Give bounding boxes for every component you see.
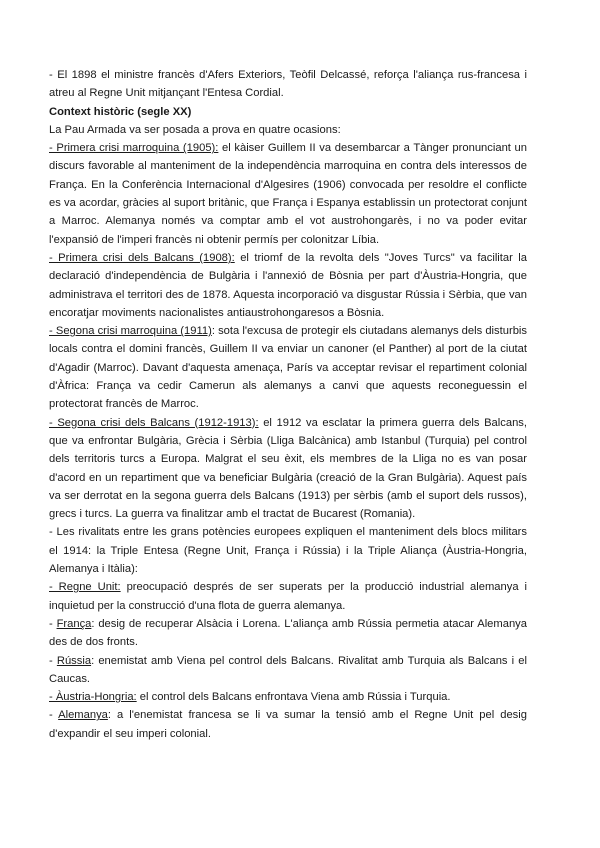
item-franca: - França: desig de recuperar Alsàcia i Lorena. L'aliança amb Rússia permetia atacar Alemanya des de dos fronts.	[49, 617, 527, 649]
section-heading: Context històric (segle XX)	[49, 105, 192, 118]
item-segona-crisi-balcans: - Segona crisi dels Balcans (1912-1913): el 1912 va esclatar la primera guerra dels Balcans, que va enfrontar Bulgària, Grècia i Sèrbia (Lliga Balcànica) amb Istanbul (Turquia) pel control dels territoris turcs a Europa. Malgrat el seu èxit, els membres de la Lliga no es van posar d'acord en un repartiment que va beneficiar Bulgària (creació de la Gran Bulgària). Aquest país va ser derrotat en la segona guerra dels Balcans (1913) per sèrbis (amb el suport dels russos), grecs i turcs. La guerra va finalitzar amb el tractat de Bucarest (Romania).	[49, 416, 528, 521]
item-regne-unit: - Regne Unit: preocupació després de ser superats per la producció industrial alemanya i inquietud per la construcció d'una flota de guerra alemanya.	[49, 581, 527, 612]
item-alemanya: - Alemanya: a l'enemistat francesa se li va sumar la tensió amb el Regne Unit pel desig d'expandir el seu imperi colonial.	[49, 709, 527, 740]
item-lead: - Segona crisi marroquina (1911)	[49, 325, 212, 338]
item-austria-hongria: - Àustria-Hongria: el control dels Balcans enfrontava Viena amb Rússia i Turquia.	[49, 691, 451, 704]
document-page	[49, 66, 527, 743]
item-lead: - Segona crisi dels Balcans (1912-1913):	[49, 416, 259, 429]
item-lead: - Regne Unit:	[49, 581, 121, 594]
item-lead: Alemanya	[58, 709, 108, 722]
item-lead: Rússia	[56, 654, 92, 667]
item-lead: - Primera crisi dels Balcans (1908):	[49, 251, 235, 264]
item-primera-crisi-marroquina: - Primera crisi marroquina (1905): el kàiser Guillem II va desembarcar a Tànger pronunciant un discurs favorable al manteniment de la independència marroquina en contra dels interessos de França. En la Conferència Internacional d'Algesires (1906) convocada per resoldre el conflicte es va acordar, gràcies al suport britànic, que França i Espanya establissin un protectorat conjunt a Marroc. Alemanya només va comptar amb el vot austrohongarès, i no va poder evitar l'expansió de l'imperi francès ni obtenir permís per colonitzar Líbia.	[49, 142, 527, 246]
paragraph-delcasse: - El 1898 el ministre francès d'Afers Exteriors, Teòfil Delcassé, reforça l'aliança rus-francesa i atreu al Regne Unit mitjançant l'Entesa Cordial.	[49, 69, 527, 100]
item-lead: - Àustria-Hongria:	[49, 691, 137, 704]
item-rivalitats: - Les rivalitats entre les grans potències europees expliquen el manteniment dels blocs militars el 1914: la Triple Entesa (Regne Unit, França i Rússia) i la Triple Aliança (Àustria-Hongria, Alemanya i Itàlia):	[49, 526, 527, 576]
intro-paragraph: La Pau Armada va ser posada a prova en quatre ocasions:	[49, 123, 341, 136]
item-lead: - Primera crisi marroquina (1905):	[49, 142, 219, 155]
item-segona-crisi-marroquina: - Segona crisi marroquina (1911): sota l'excusa de protegir els ciutadans alemanys dels disturbis locals contra el domini francès, Guillem II va enviar un canoner (el Panther) al port de la ciutat d'Agadir (Marroc). Davant d'aquesta amenaça, París va acceptar revisar el repartiment colonial d'Àfrica: França va cedir Camerun als alemanys a canvi que aquests reconeguessin el protectorat francès de Marroc.	[49, 325, 527, 411]
item-lead: França	[56, 617, 92, 630]
item-russia: - Rússia: enemistat amb Viena pel control dels Balcans. Rivalitat amb Turquia als Balcans i el Caucas.	[49, 654, 527, 685]
item-primera-crisi-balcans: - Primera crisi dels Balcans (1908): el triomf de la revolta dels "Joves Turcs" va facilitar la declaració d'independència de Bulgària i l'annexió de Bòsnia per part d'Àustria-Hongria, que administrava el territori des de 1878. Aquesta incorporació va disgustar Rússia i Sèrbia, que van encoratjar moviments nacionalistes antiaustrohongaresos a Bòsnia.	[49, 251, 527, 319]
